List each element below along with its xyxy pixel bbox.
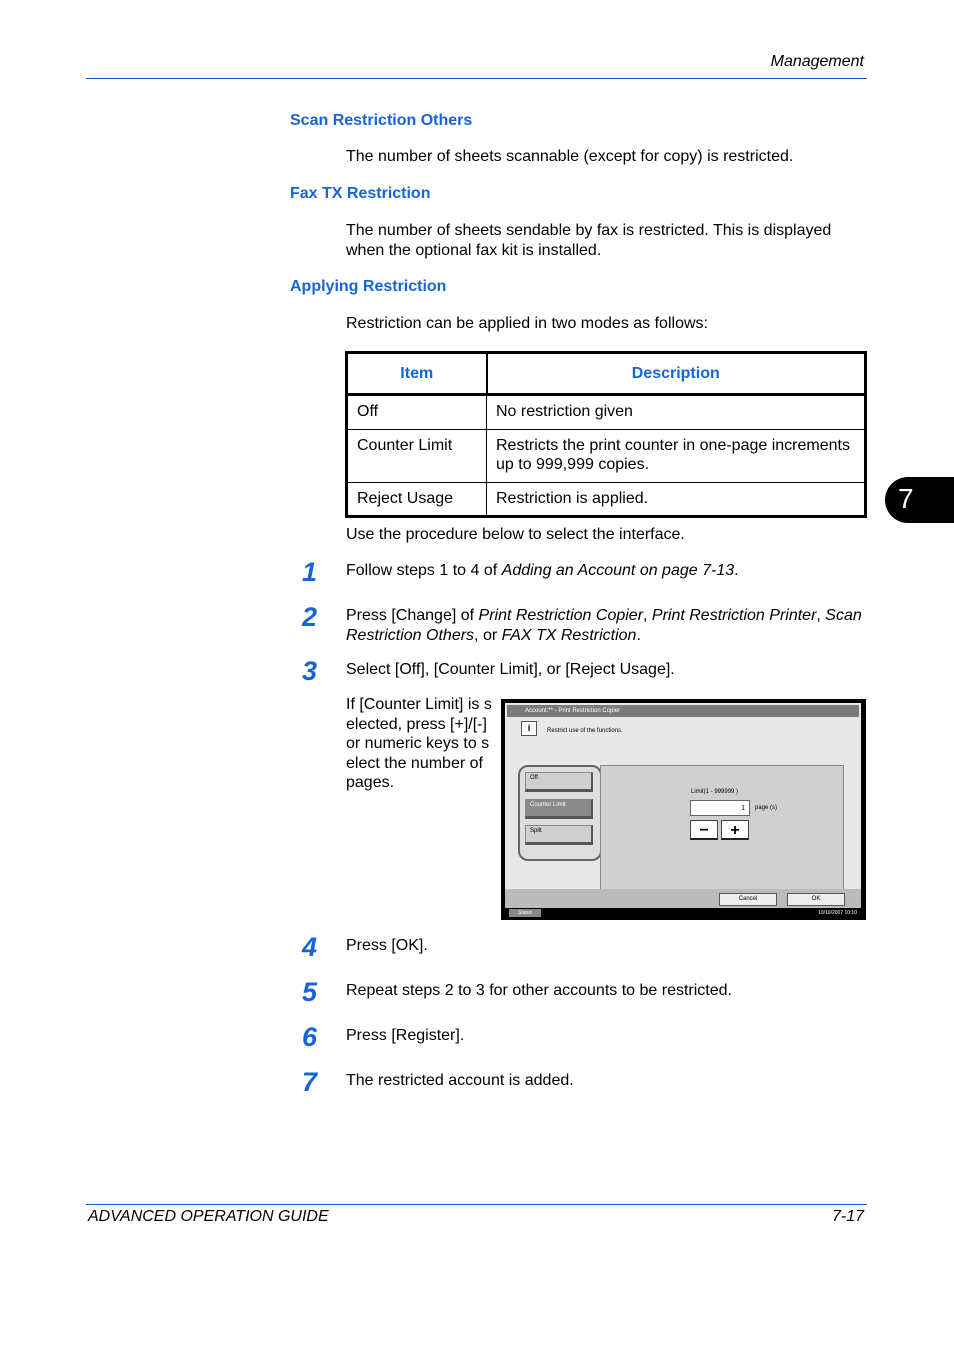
chapter-number: 7 xyxy=(898,483,914,514)
screen-footer xyxy=(505,889,861,908)
restriction-table xyxy=(345,351,867,518)
table-cell: Reject Usage xyxy=(347,482,487,517)
running-header: Management xyxy=(770,53,864,70)
step-2-a: Press [Change] of xyxy=(346,607,479,624)
step-number-5: 5 xyxy=(302,977,318,1007)
table-cell: Restricts the print counter in one-page increments up to 999,999 copies. xyxy=(487,429,866,482)
screen-message: Restrict use of the functions. xyxy=(547,728,623,734)
info-icon: i xyxy=(521,721,537,736)
screen-body xyxy=(505,703,861,908)
option-off-button[interactable]: Off xyxy=(525,772,593,792)
col-description-header: Description xyxy=(487,353,866,395)
step-1-text xyxy=(346,561,739,581)
chapter-tab xyxy=(885,477,954,523)
limit-input[interactable]: 1 xyxy=(690,800,750,816)
step-2-b: Print Restriction Copier xyxy=(478,607,644,624)
header-rule xyxy=(86,78,867,79)
step-2-i: . xyxy=(636,626,641,644)
step-number-1: 1 xyxy=(302,557,318,587)
heading-fax-tx: Fax TX Restriction xyxy=(290,185,431,202)
option-group xyxy=(518,765,602,861)
screen-title: Account:** - Print Restriction Copier xyxy=(507,705,859,717)
ok-button[interactable]: OK xyxy=(787,893,845,906)
step-2-e: , xyxy=(816,607,826,624)
step-3-note: If [Counter Limit] is selected, press [+]/[-] or numeric keys to select the number of pages. xyxy=(346,696,492,791)
option-counter-limit-button[interactable]: Counter Limit xyxy=(525,799,593,819)
step-number-2: 2 xyxy=(302,602,318,632)
table-row xyxy=(347,395,866,430)
footer-guide-title: ADVANCED OPERATION GUIDE xyxy=(88,1208,329,1225)
table-cell: Off xyxy=(347,395,487,430)
step-7-text: The restricted account is added. xyxy=(346,1072,574,1089)
limit-unit: page (s) xyxy=(755,805,778,811)
step-number-4: 4 xyxy=(302,932,318,962)
step-2-f: Scan Restriction Others xyxy=(346,607,862,644)
step-2-g: , or xyxy=(474,626,502,644)
table-cell: No restriction given xyxy=(487,395,866,430)
fax-tx-text: The number of sheets sendable by fax is restricted. This is displayed when the optional fax kit is installed. xyxy=(346,222,832,259)
heading-scan-restriction: Scan Restriction Others xyxy=(290,112,473,129)
step-number-3: 3 xyxy=(302,656,318,686)
table-cell: Counter Limit xyxy=(347,429,487,482)
cancel-button[interactable]: Cancel xyxy=(719,893,777,906)
limit-label: Limit(1 - 999999 ) xyxy=(691,789,739,795)
scan-restriction-text: The number of sheets scannable (except for copy) is restricted. xyxy=(346,148,794,165)
step-number-7: 7 xyxy=(302,1067,318,1097)
step-4-text: Press [OK]. xyxy=(346,937,428,954)
footer-rule xyxy=(86,1204,867,1205)
table-row xyxy=(347,429,866,482)
table-header-row xyxy=(347,353,866,395)
status-button[interactable]: Status xyxy=(509,909,541,917)
table-row xyxy=(347,482,866,517)
plus-button[interactable]: + xyxy=(721,820,749,840)
step-5-text: Repeat steps 2 to 3 for other accounts to be restricted. xyxy=(346,982,732,999)
procedure-intro: Use the procedure below to select the interface. xyxy=(346,526,685,543)
clock: 10/10/2007 10:10 xyxy=(818,910,857,916)
col-item-header: Item xyxy=(347,353,487,395)
table-cell: Restriction is applied. xyxy=(487,482,866,517)
status-bar xyxy=(505,908,861,918)
step-1-a: Follow steps 1 to 4 of xyxy=(346,562,502,579)
step-3-text: Select [Off], [Counter Limit], or [Reject Usage]. xyxy=(346,661,675,678)
step-number-6: 6 xyxy=(302,1022,318,1052)
step-1-link: Adding an Account on page 7-13 xyxy=(501,562,735,579)
step-2-c: , xyxy=(643,607,652,624)
step-6-text: Press [Register]. xyxy=(346,1027,465,1044)
applying-text: Restriction can be applied in two modes as follows: xyxy=(346,315,708,332)
heading-applying: Applying Restriction xyxy=(290,278,447,295)
step-2-text xyxy=(346,606,868,645)
step-2-h: FAX TX Restriction xyxy=(501,626,637,644)
limit-panel xyxy=(600,765,844,891)
panel-screenshot xyxy=(501,699,866,920)
step-1-c: . xyxy=(734,562,739,579)
minus-button[interactable]: − xyxy=(690,820,718,840)
footer-page-number: 7-17 xyxy=(831,1208,864,1225)
option-split-button[interactable]: Split xyxy=(525,825,593,845)
step-2-d: Print Restriction Printer xyxy=(651,607,817,624)
